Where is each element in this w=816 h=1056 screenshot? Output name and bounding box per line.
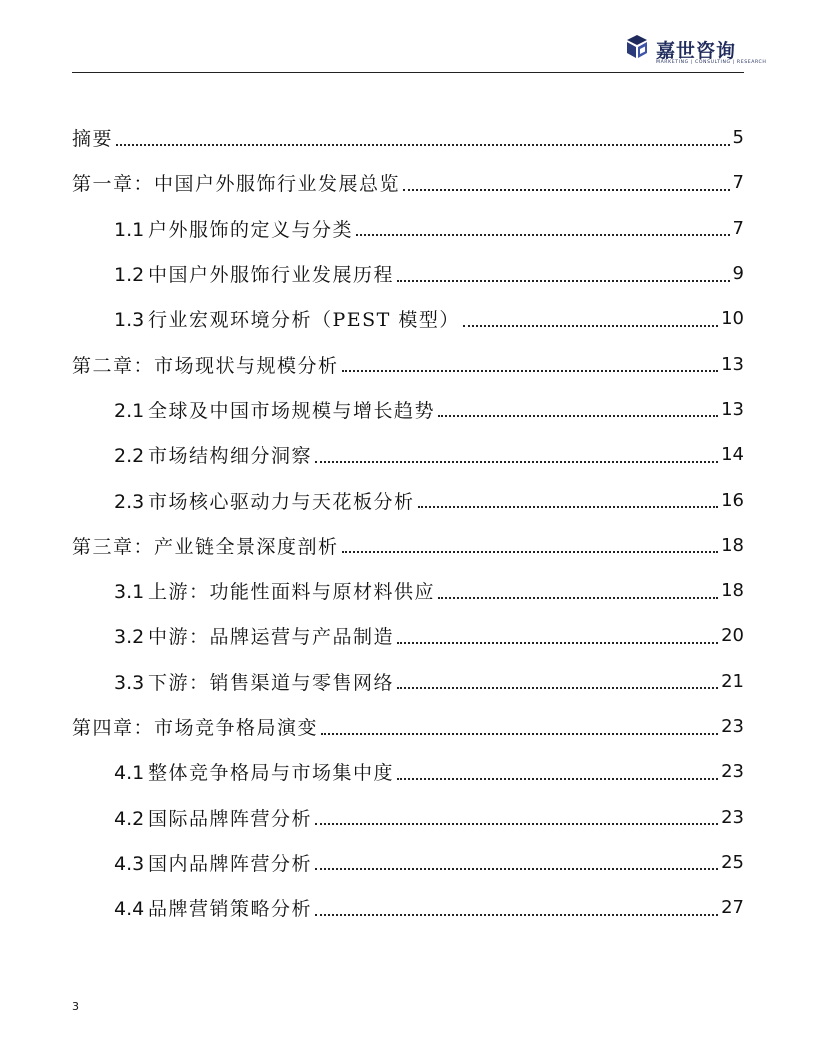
toc-entry-text: 第二章：市场现状与规模分析: [72, 354, 339, 377]
toc-entry-text: 第四章：市场竞争格局演变: [72, 717, 319, 739]
toc-page-number: 13: [721, 398, 744, 420]
header-divider: [72, 72, 744, 73]
toc-page-number: 13: [721, 353, 744, 375]
toc-page-number: 10: [721, 308, 744, 330]
toc-entry-number: 3.1: [114, 581, 149, 604]
toc-dot-leader: [397, 687, 718, 689]
toc-section-entry[interactable]: [72, 749, 744, 794]
toc-entry-text: 行业宏观环境分析（PEST 模型）: [148, 309, 460, 332]
toc-entry-text: 第一章：中国户外服饰行业发展总览: [72, 173, 401, 196]
toc-entry-text: 品牌营销策略分析: [148, 898, 313, 921]
toc-section-entry[interactable]: [72, 251, 744, 296]
toc-page-number: 7: [732, 172, 744, 194]
toc-dot-leader: [403, 189, 730, 191]
toc-entry-text: 整体竞争格局与市场集中度: [148, 762, 395, 785]
toc-entry-title: [114, 804, 312, 831]
toc-page-number: 7: [732, 217, 744, 239]
toc-entry-title: [114, 894, 312, 921]
toc-dot-leader: [315, 461, 718, 463]
toc-entry-title: [114, 758, 394, 785]
toc-entry-text: 中国户外服饰行业发展历程: [148, 264, 395, 287]
toc-dot-leader: [321, 733, 718, 735]
toc-entry-number: 3.2: [114, 626, 149, 649]
toc-entry-number: 3.3: [114, 671, 149, 694]
toc-page-number: 20: [721, 625, 744, 647]
toc-entry-title: [114, 215, 353, 242]
toc-entry-number: 2.1: [114, 399, 149, 422]
toc-page-number: 27: [721, 897, 744, 919]
toc-entry-text: 第三章：产业链全景深度剖析: [72, 535, 339, 558]
toc-entry-text: 户外服饰的定义与分类: [148, 218, 354, 241]
toc-entry-title: [114, 668, 394, 695]
brand-tagline: MARKETING | CONSULTING | RESEARCH: [656, 60, 767, 65]
toc-chapter-entry[interactable]: [72, 115, 744, 160]
toc-entry-title: [72, 532, 339, 559]
toc-page-number: 23: [721, 761, 744, 783]
toc-entry-title: [114, 305, 460, 332]
toc-dot-leader: [463, 325, 718, 327]
toc-entry-text: 国际品牌阵营分析: [148, 807, 313, 830]
toc-entry-title: [114, 441, 312, 468]
toc-page-number: 9: [732, 263, 744, 285]
toc-entry-number: 4.4: [114, 898, 149, 921]
toc-dot-leader: [438, 597, 718, 599]
toc-page-number: 5: [732, 127, 744, 149]
toc-section-entry[interactable]: [72, 659, 744, 704]
toc-entry-text: 市场核心驱动力与天花板分析: [148, 490, 415, 513]
toc-page-number: 23: [721, 716, 744, 737]
toc-section-entry[interactable]: [72, 477, 744, 522]
toc-entry-text: 市场结构细分洞察: [148, 445, 313, 468]
toc-chapter-entry[interactable]: [72, 523, 744, 568]
toc-chapter-entry[interactable]: [72, 341, 744, 386]
toc-entry-title: [114, 396, 435, 423]
brand-logo: [624, 34, 767, 70]
toc-dot-leader: [315, 914, 718, 916]
toc-chapter-entry[interactable]: [72, 160, 744, 205]
toc-entry-number: 1.2: [114, 264, 149, 287]
toc-dot-leader: [397, 778, 718, 780]
brand-name: 嘉世咨询: [656, 40, 737, 62]
toc-section-entry[interactable]: [72, 296, 744, 341]
toc-dot-leader: [116, 144, 730, 146]
toc-entry-title: [72, 351, 339, 378]
toc-entry-title: [114, 260, 394, 287]
toc-section-entry[interactable]: [72, 206, 744, 251]
toc-dot-leader: [315, 868, 718, 870]
toc-dot-leader: [315, 823, 718, 825]
toc-section-entry[interactable]: [72, 613, 744, 658]
toc-page-number: 23: [721, 806, 744, 828]
toc-dot-leader: [438, 415, 718, 417]
toc-dot-leader: [356, 234, 730, 236]
toc-entry-title: [114, 622, 394, 649]
toc-section-entry[interactable]: [72, 840, 744, 885]
toc-page-number: 18: [721, 580, 744, 602]
toc-entry-number: 1.1: [114, 218, 149, 241]
toc-section-entry[interactable]: [72, 432, 744, 477]
toc-entry-number: 2.3: [114, 490, 149, 513]
table-of-contents: [72, 115, 744, 930]
toc-entry-title: [72, 169, 400, 196]
toc-dot-leader: [397, 280, 730, 282]
toc-section-entry[interactable]: [72, 885, 744, 930]
toc-entry-number: 4.3: [114, 852, 149, 875]
toc-entry-text: 上游：功能性面料与原材料供应: [148, 581, 436, 604]
toc-chapter-entry[interactable]: [72, 704, 744, 749]
toc-dot-leader: [342, 370, 719, 372]
toc-page-number: 25: [721, 851, 744, 873]
toc-entry-number: 2.2: [114, 445, 149, 468]
toc-entry-text: 中游：品牌运营与产品制造: [148, 626, 395, 649]
toc-entry-number: 4.2: [114, 807, 149, 830]
page-header: [0, 0, 816, 74]
toc-entry-text: 全球及中国市场规模与增长趋势: [148, 399, 436, 422]
page-number: 3: [72, 1000, 79, 1013]
toc-entry-title: [72, 713, 318, 740]
toc-entry-title: [114, 849, 312, 876]
toc-entry-text: 下游：销售渠道与零售网络: [148, 671, 395, 694]
toc-entry-title: [114, 577, 435, 604]
toc-dot-leader: [418, 506, 719, 508]
toc-dot-leader: [342, 551, 719, 553]
toc-page-number: 21: [721, 670, 744, 692]
toc-section-entry[interactable]: [72, 794, 744, 839]
toc-entry-text: 摘要: [72, 128, 114, 151]
toc-page-number: 14: [721, 444, 744, 466]
toc-entry-title: [72, 124, 113, 151]
toc-entry-number: 1.3: [114, 309, 149, 332]
toc-page-number: 16: [721, 489, 744, 511]
toc-dot-leader: [397, 642, 718, 644]
toc-entry-text: 国内品牌阵营分析: [148, 852, 313, 875]
toc-page-number: 18: [721, 534, 744, 556]
brand-logo-icon: [624, 34, 650, 60]
toc-entry-number: 4.1: [114, 762, 149, 785]
toc-entry-title: [114, 487, 415, 514]
toc-section-entry[interactable]: [72, 387, 744, 432]
toc-section-entry[interactable]: [72, 568, 744, 613]
